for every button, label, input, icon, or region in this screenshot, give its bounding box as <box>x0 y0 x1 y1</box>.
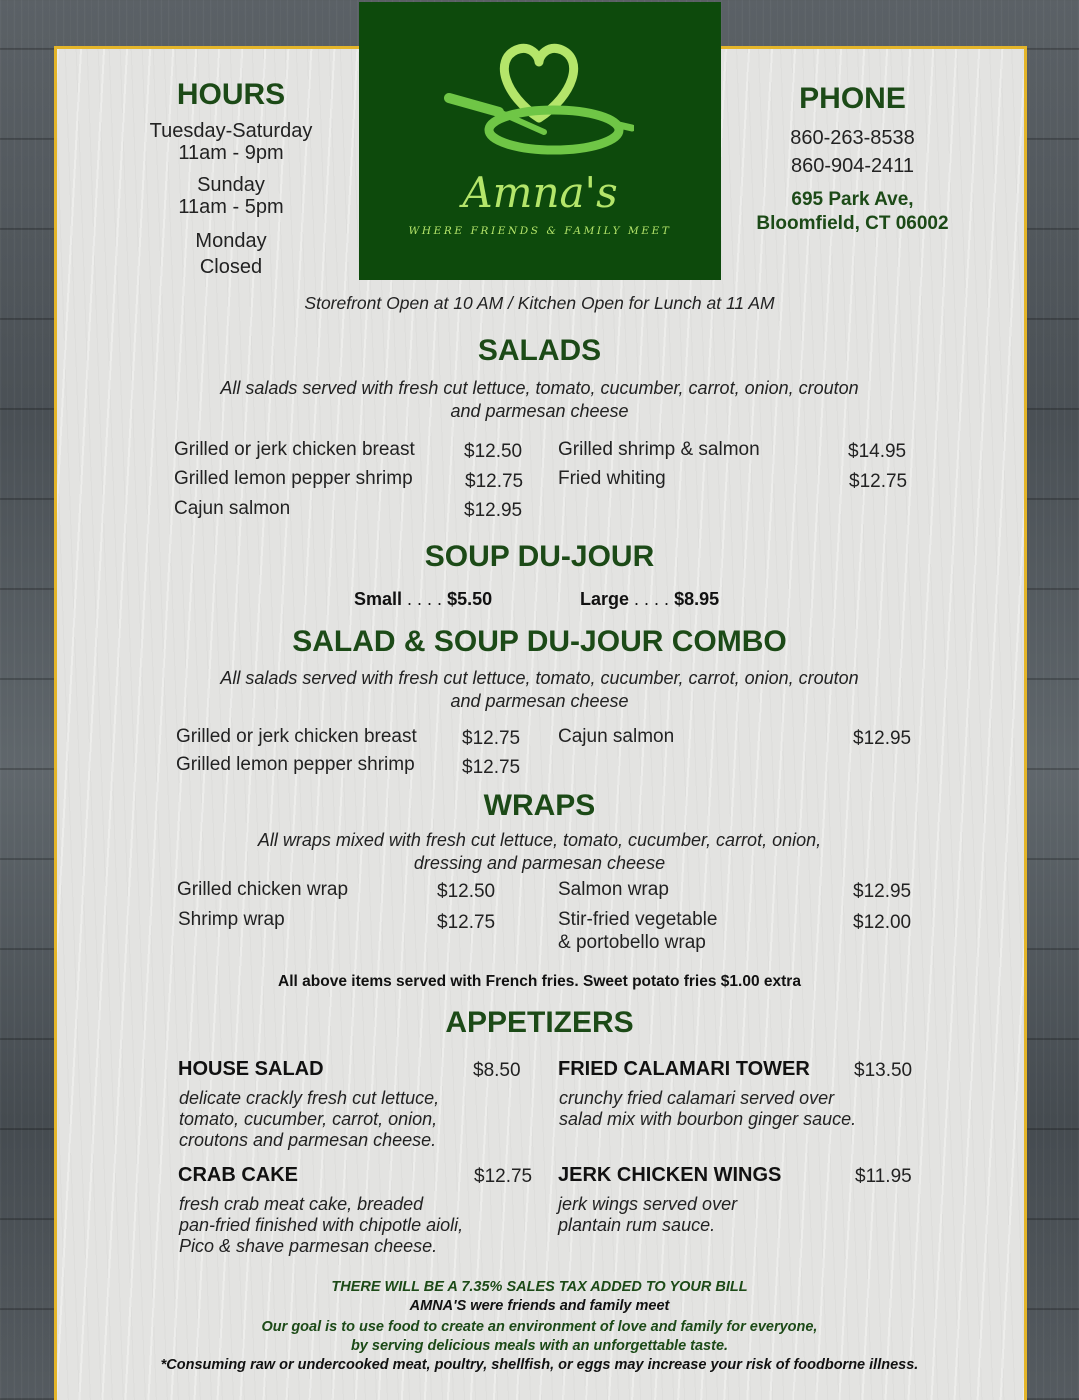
appetizer-desc-line: delicate crackly fresh cut lettuce, <box>179 1088 440 1108</box>
phone-number-1[interactable]: 860-263-8538 <box>790 127 915 149</box>
menu-item-price: $12.75 <box>462 728 521 749</box>
phone-title: PHONE <box>799 82 906 115</box>
menu-item-price: $12.95 <box>464 500 523 521</box>
menu-item-name: Stir-fried vegetable <box>558 909 718 930</box>
appetizer-name: JERK CHICKEN WINGS <box>558 1164 782 1186</box>
menu-item-price: $12.50 <box>464 441 523 462</box>
combo-desc-2: and parmesan cheese <box>450 691 629 711</box>
hours-monday: Monday <box>195 230 267 252</box>
wraps-title: WRAPS <box>483 789 596 822</box>
hours-title: HOURS <box>176 78 286 111</box>
menu-item-price: $12.95 <box>853 881 912 902</box>
appetizer-desc <box>558 1194 737 1236</box>
menu-item-price: $12.50 <box>437 881 496 902</box>
goal-line-1: Our goal is to use food to create an environment of love and family for everyone, <box>261 1319 818 1335</box>
appetizer-desc-line: Pico & shave parmesan cheese. <box>179 1236 438 1256</box>
appetizer-name: FRIED CALAMARI TOWER <box>558 1058 810 1080</box>
heart-pan-icon <box>444 40 634 160</box>
fries-note: All above items served with French fries. Sweet potato fries $1.00 extra <box>278 973 801 990</box>
address-line-2: Bloomfield, CT 06002 <box>756 213 949 234</box>
wraps-desc-1: All wraps mixed with fresh cut lettuce, tomato, cucumber, carrot, onion, <box>257 830 822 850</box>
phone-number-2[interactable]: 860-904-2411 <box>790 155 915 177</box>
food-warning: *Consuming raw or undercooked meat, poultry, shellfish, or eggs may increase your risk of foodborne illness. <box>160 1357 919 1373</box>
store-notice: Storefront Open at 10 AM / Kitchen Open for Lunch at 11 AM <box>304 293 775 313</box>
appetizer-desc <box>179 1088 439 1151</box>
logo-name: Amna's <box>462 168 618 217</box>
menu-item-name: Salmon wrap <box>558 879 669 900</box>
appetizer-desc <box>179 1194 463 1257</box>
goal-line-2: by serving delicious meals with an unforgettable taste. <box>350 1338 729 1354</box>
appetizer-desc-line: croutons and parmesan cheese. <box>179 1130 437 1150</box>
appetizer-desc-line: plantain rum sauce. <box>558 1215 716 1235</box>
appetizer-name: HOUSE SALAD <box>178 1058 324 1080</box>
soup-small-label: Small <box>354 589 403 609</box>
menu-item-name: Grilled chicken wrap <box>177 879 349 900</box>
menu-item-name: Cajun salmon <box>558 726 675 747</box>
address-line-1: 695 Park Ave, <box>791 189 914 210</box>
salads-desc-1: All salads served with fresh cut lettuce, tomato, cucumber, carrot, onion, crouton <box>220 378 859 398</box>
hours-sunday: Sunday <box>197 174 265 196</box>
soup-small-price: $5.50 <box>447 589 493 609</box>
appetizer-desc-line: jerk wings served over <box>558 1194 738 1214</box>
menu-item-name: Shrimp wrap <box>178 909 285 930</box>
dot-leader: . . . . <box>634 589 670 609</box>
appetizer-desc <box>559 1088 856 1130</box>
menu-item-name: Grilled or jerk chicken breast <box>176 726 417 747</box>
menu-item-name: Grilled lemon pepper shrimp <box>176 754 415 775</box>
menu-item-name-2: & portobello wrap <box>558 932 706 953</box>
soup-large-price: $8.95 <box>674 589 720 609</box>
hours-monday-status: Closed <box>199 256 263 278</box>
salads-desc-2: and parmesan cheese <box>450 401 629 421</box>
appetizer-price: $8.50 <box>473 1060 521 1081</box>
menu-item-price: $12.75 <box>437 912 496 933</box>
menu-item-name: Fried whiting <box>558 468 666 489</box>
wraps-desc-2: dressing and parmesan cheese <box>413 853 666 873</box>
hours-tue-sat-time: 11am - 9pm <box>178 142 284 164</box>
appetizer-desc-line: salad mix with bourbon ginger sauce. <box>559 1109 857 1129</box>
appetizer-desc-line: crunchy fried calamari served over <box>559 1088 835 1108</box>
appetizers-title: APPETIZERS <box>445 1006 634 1039</box>
appetizer-desc-line: pan-fried finished with chipotle aioli, <box>179 1215 464 1235</box>
appetizer-price: $12.75 <box>474 1166 533 1187</box>
hours-tue-sat: Tuesday-Saturday <box>149 120 313 142</box>
menu-item-name: Grilled shrimp & salmon <box>558 439 760 460</box>
hours-block <box>120 78 342 280</box>
appetizer-name: CRAB CAKE <box>178 1164 298 1186</box>
menu-item-name: Cajun salmon <box>174 498 291 519</box>
soup-small <box>354 589 492 610</box>
hours-sunday-time: 11am - 5pm <box>178 196 284 218</box>
salads-title: SALADS <box>477 334 602 367</box>
menu-item-price: $14.95 <box>848 441 907 462</box>
menu-item-name: Grilled or jerk chicken breast <box>174 439 415 460</box>
phone-block <box>720 82 985 236</box>
menu-item-name: Grilled lemon pepper shrimp <box>174 468 413 489</box>
appetizer-price: $13.50 <box>854 1060 913 1081</box>
motto: AMNA'S were friends and family meet <box>409 1298 670 1314</box>
soup-title: SOUP DU-JOUR <box>424 540 655 573</box>
combo-desc-1: All salads served with fresh cut lettuce, tomato, cucumber, carrot, onion, crouton <box>220 668 859 688</box>
appetizer-desc-line: tomato, cucumber, carrot, onion, <box>179 1109 438 1129</box>
logo-tagline: WHERE FRIENDS & FAMILY MEET <box>408 225 672 237</box>
logo <box>359 2 721 280</box>
appetizer-desc-line: fresh crab meat cake, breaded <box>179 1194 424 1214</box>
tax-note: THERE WILL BE A 7.35% SALES TAX ADDED TO YOUR BILL <box>331 1279 748 1295</box>
combo-title: SALAD & SOUP DU-JOUR COMBO <box>292 625 787 658</box>
menu-item-price: $12.75 <box>465 471 524 492</box>
dot-leader: . . . . <box>407 589 443 609</box>
soup-large <box>580 589 719 610</box>
appetizer-price: $11.95 <box>855 1166 912 1187</box>
menu-item-price: $12.75 <box>462 757 521 778</box>
menu-item-price: $12.75 <box>849 471 908 492</box>
soup-large-label: Large <box>580 589 630 609</box>
menu-item-price: $12.00 <box>853 912 912 933</box>
menu-item-price: $12.95 <box>853 728 912 749</box>
